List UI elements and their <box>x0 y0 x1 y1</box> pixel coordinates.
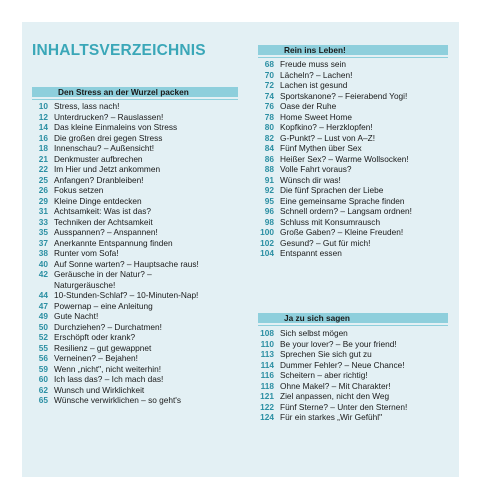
entry-title: Home Sweet Home <box>280 111 352 122</box>
toc-entry <box>32 395 238 406</box>
entry-title: Im Hier und Jetzt ankommen <box>54 164 161 174</box>
toc-entry <box>258 91 448 102</box>
entry-title: Schluss mit Konsumrausch <box>280 216 381 227</box>
page-number: 108 <box>260 328 274 338</box>
toc-entry <box>258 80 448 91</box>
entry-title: Ich lass das? – Ich mach das! <box>54 374 164 384</box>
toc-entry <box>32 301 238 312</box>
page-number: 60 <box>38 374 48 384</box>
toc-entry <box>32 217 238 228</box>
toc-entry <box>258 133 448 144</box>
toc-entry <box>258 175 448 186</box>
entry-title: Naturgeräusche! <box>54 279 116 290</box>
toc-entry <box>32 353 238 364</box>
toc-entry <box>258 206 448 217</box>
toc-entry <box>32 290 238 301</box>
page-number: 76 <box>264 101 274 111</box>
page-number: 59 <box>38 363 48 374</box>
entry-title: Das kleine Einmaleins von Stress <box>54 122 178 132</box>
entry-title: Techniken der Achtsamkeit <box>54 216 153 227</box>
entry-title: Unterdrucken? – Rauslassen! <box>54 111 164 122</box>
entry-title: Achtsamkeit: Was ist das? <box>54 206 151 216</box>
toc-entry <box>32 259 238 270</box>
page-number: 114 <box>260 359 274 370</box>
entry-title: Sprechen Sie sich gut zu <box>280 349 372 359</box>
page-number <box>32 280 54 291</box>
page-number: 29 <box>38 195 48 206</box>
toc-entry <box>258 164 448 175</box>
toc-entry <box>32 154 238 165</box>
page-number: 55 <box>38 342 48 353</box>
entry-title: Wunsch und Wirklichkeit <box>54 384 145 395</box>
toc-entry <box>258 196 448 207</box>
toc-entry <box>258 143 448 154</box>
page-number: 121 <box>260 391 274 401</box>
toc-entry <box>258 122 448 133</box>
section-heading-rule <box>32 99 238 100</box>
entry-title: Die fünf Sprachen der Liebe <box>280 185 384 195</box>
page-number: 26 <box>38 185 48 195</box>
page-number: 50 <box>38 321 48 332</box>
toc-page <box>22 22 459 477</box>
entry-title: Freude muss sein <box>280 59 346 69</box>
section-heading-label: Ja zu sich sagen <box>280 313 448 323</box>
section-heading-stress <box>32 86 238 98</box>
entry-title: Auf Sonne warten? – Hauptsache raus! <box>54 258 199 269</box>
entry-title: Verneinen? – Bejahen! <box>54 353 138 363</box>
toc-entry <box>258 154 448 165</box>
entry-title: Denkmuster aufbrechen <box>54 153 143 164</box>
page-number: 70 <box>264 69 274 80</box>
page-number: 102 <box>260 237 274 248</box>
page-number: 86 <box>264 153 274 164</box>
entry-title: Große Gaben? – Kleine Freuden! <box>280 227 404 237</box>
entry-title: Runter vom Sofa! <box>54 248 119 258</box>
entry-title: Be your lover? – Be your friend! <box>280 338 397 349</box>
page-number: 82 <box>264 132 274 143</box>
entry-title: Schnell ordern? – Langsam ordnen! <box>280 206 412 216</box>
toc-entry <box>32 248 238 259</box>
page-number: 40 <box>38 258 48 269</box>
page-number: 44 <box>38 290 48 300</box>
entry-title: Fünf Sterne? – Unter den Sternen! <box>280 401 408 412</box>
entry-title: Oase der Ruhe <box>280 101 337 111</box>
entry-title: Gesund? – Gut für mich! <box>280 237 371 248</box>
entry-title: Anerkannte Entspannung finden <box>54 237 173 248</box>
toc-entry <box>258 59 448 70</box>
section-heading-bar <box>258 313 280 323</box>
entry-title: Ziel anpassen, nicht den Weg <box>280 391 390 401</box>
toc-entry <box>32 133 238 144</box>
entry-title: Sich selbst mögen <box>280 328 348 338</box>
toc-entry <box>32 332 238 343</box>
toc-entry <box>32 164 238 175</box>
entry-title: Für ein starkes „Wir Gefühl" <box>280 412 383 422</box>
page-number: 49 <box>38 311 48 321</box>
page-number: 113 <box>260 349 274 359</box>
toc-list-right-2 <box>258 328 448 423</box>
entry-title: Fünf Mythen über Sex <box>280 143 362 153</box>
section-heading-bar <box>32 87 54 97</box>
entry-title: Scheitern – aber richtig! <box>280 370 368 380</box>
page-number: 68 <box>264 59 274 69</box>
toc-entry <box>258 101 448 112</box>
toc-entry <box>32 196 238 207</box>
toc-entry <box>258 381 448 392</box>
entry-title: Powernap – eine Anleitung <box>54 300 153 311</box>
page-number: 12 <box>38 111 48 122</box>
entry-title: Kleine Dinge entdecken <box>54 195 142 206</box>
page-number: 65 <box>38 395 48 405</box>
page-number: 84 <box>264 143 274 153</box>
toc-entry <box>32 238 238 249</box>
section-heading-ja <box>258 312 448 324</box>
toc-entry <box>32 227 238 238</box>
page-number: 95 <box>264 195 274 206</box>
page-number: 124 <box>260 412 274 422</box>
toc-entry <box>32 322 238 333</box>
page-number: 22 <box>38 164 48 174</box>
toc-list-left <box>32 101 238 406</box>
toc-entry <box>32 101 238 112</box>
page-number: 72 <box>264 80 274 90</box>
entry-title: Lächeln? – Lachen! <box>280 69 353 80</box>
entry-title: Lachen ist gesund <box>280 80 348 90</box>
entry-title: Resilienz – gut gewappnet <box>54 342 152 353</box>
page-number: 18 <box>38 143 48 153</box>
page-number: 92 <box>264 185 274 195</box>
page-number: 16 <box>38 132 48 143</box>
page-number: 38 <box>38 248 48 258</box>
toc-entry <box>32 175 238 186</box>
entry-title: Stress, lass nach! <box>54 101 120 111</box>
entry-title: Fokus setzen <box>54 185 104 195</box>
page-number: 33 <box>38 216 48 227</box>
toc-entry <box>258 217 448 228</box>
page-number: 10 <box>38 101 48 111</box>
page-number: 122 <box>260 401 274 412</box>
page-number: 31 <box>38 206 48 216</box>
page-number: 104 <box>260 248 274 258</box>
entry-title: Erschöpft oder krank? <box>54 332 136 342</box>
toc-entry <box>32 269 238 280</box>
entry-title: Die großen drei gegen Stress <box>54 132 163 143</box>
toc-entry <box>258 328 448 339</box>
entry-title: Kopfkino? – Herzklopfen! <box>280 122 373 132</box>
toc-entry <box>32 280 238 291</box>
section-heading-rule <box>258 325 448 326</box>
page-number: 98 <box>264 216 274 227</box>
toc-entry <box>32 112 238 123</box>
toc-list-right-1 <box>258 59 448 259</box>
toc-entry <box>32 122 238 133</box>
section-heading-leben <box>258 44 448 56</box>
entry-title: Durchziehen? – Durchatmen! <box>54 321 162 332</box>
entry-title: Wünsche verwirklichen – so geht's <box>54 395 182 405</box>
section-heading-rule <box>258 57 448 58</box>
section-heading-bar <box>258 45 280 55</box>
entry-title: Eine gemeinsame Sprache finden <box>280 195 405 206</box>
entry-title: Ausspannen? – Anspannen! <box>54 227 158 237</box>
page-number: 14 <box>38 122 48 132</box>
page-number: 96 <box>264 206 274 216</box>
page-title: INHALTSVERZEICHNIS <box>32 42 206 59</box>
section-heading-label: Rein ins Leben! <box>280 45 448 55</box>
toc-entry <box>258 70 448 81</box>
toc-entry <box>258 402 448 413</box>
toc-entry <box>258 360 448 371</box>
toc-entry <box>258 227 448 238</box>
entry-title: Sportskanone? – Feierabend Yogi! <box>280 90 408 101</box>
toc-entry <box>258 238 448 249</box>
toc-entry <box>258 339 448 350</box>
page-number: 62 <box>38 384 48 395</box>
toc-entry <box>258 412 448 423</box>
entry-title: Innenschau? – Außensicht! <box>54 143 155 153</box>
page-number: 37 <box>38 237 48 248</box>
entry-title: Wünsch dir was! <box>280 174 341 185</box>
page-number: 78 <box>264 111 274 122</box>
entry-title: Geräusche in der Natur? – <box>54 269 152 279</box>
toc-entry <box>258 370 448 381</box>
page-number: 80 <box>264 122 274 132</box>
page-number: 42 <box>38 269 48 279</box>
toc-entry <box>32 385 238 396</box>
entry-title: Dummer Fehler? – Neue Chance! <box>280 359 405 370</box>
entry-title: Ohne Makel? – Mit Charakter! <box>280 380 391 391</box>
toc-entry <box>32 311 238 322</box>
page-number: 118 <box>260 380 274 391</box>
entry-title: Heißer Sex? – Warme Wollsocken! <box>280 153 409 164</box>
toc-entry <box>32 185 238 196</box>
toc-entry <box>32 206 238 217</box>
page-number: 35 <box>38 227 48 237</box>
page-number: 91 <box>264 174 274 185</box>
toc-entry <box>32 364 238 375</box>
page-number: 52 <box>38 332 48 342</box>
page-number: 56 <box>38 353 48 363</box>
entry-title: G-Punkt? – Lust von A–Z! <box>280 132 376 143</box>
page-number: 47 <box>38 300 48 311</box>
toc-entry <box>258 391 448 402</box>
toc-entry <box>258 349 448 360</box>
entry-title: Wenn „nicht", nicht weiterhin! <box>54 363 162 374</box>
toc-entry <box>258 112 448 123</box>
entry-title: Anfangen? Dranbleiben! <box>54 174 144 185</box>
toc-entry <box>258 185 448 196</box>
page-number: 110 <box>260 338 274 349</box>
entry-title: Volle Fahrt voraus? <box>280 164 352 174</box>
page-number: 25 <box>38 174 48 185</box>
section-heading-label: Den Stress an der Wurzel packen <box>54 87 238 97</box>
toc-entry <box>32 343 238 354</box>
toc-entry <box>32 143 238 154</box>
page-number: 74 <box>264 90 274 101</box>
entry-title: Entspannt essen <box>280 248 342 258</box>
entry-title: 10-Stunden-Schlaf? – 10-Minuten-Nap! <box>54 290 199 300</box>
entry-title: Gute Nacht! <box>54 311 99 321</box>
toc-entry <box>32 374 238 385</box>
page-number: 116 <box>260 370 274 380</box>
page-number: 88 <box>264 164 274 174</box>
toc-entry <box>258 248 448 259</box>
page-number: 100 <box>260 227 274 237</box>
page-number: 21 <box>38 153 48 164</box>
